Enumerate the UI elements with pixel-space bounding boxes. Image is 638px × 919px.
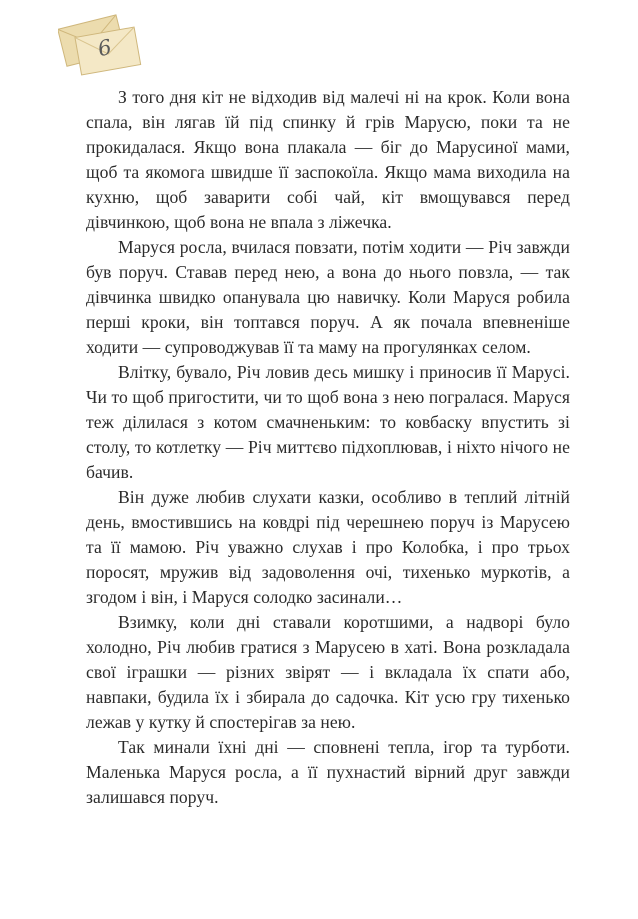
paragraph: Так минали їхні дні — сповнені тепла, ігор та турботи. Маленька Маруся росла, а її пухнастий вірний друг завжди залишався поруч. — [86, 737, 570, 807]
text-body — [86, 85, 570, 810]
paragraph: Маруся росла, вчилася повзати, потім ходити — Річ завжди був поруч. Ставав перед нею, а вона до нього повзла, — так дівчинка швидко опанувала цю навичку. Коли Маруся робила перші кроки, він топтався поруч. А як почала впевненіше ходити — супроводжував її та маму на прогулянках селом. — [86, 237, 570, 357]
paragraph: Взимку, коли дні ставали коротшими, а надворі було холодно, Річ любив гратися з Марусею в хаті. Вона розкладала свої іграшки — різних звірят — і вкладала їх спати або, навпаки, будила їх і збирала до садочка. Кіт усю гру тихенько лежав у кутку й спостерігав за нею. — [86, 612, 570, 732]
paragraph: З того дня кіт не відходив від малечі ні на крок. Коли вона спала, він лягав їй під спинку й грів Марусю, поки та не прокидалася. Якщо вона плакала — біг до Марусиної мами, щоб та якомога швидше її заспокоїла. Якщо мама виходила на кухню, щоб заварити собі чай, кіт вмощувався перед дівчинкою, щоб вона не впала з ліжечка. — [86, 87, 570, 232]
page-number: 6 — [95, 34, 114, 62]
paragraph: Влітку, бувало, Річ ловив десь мишку і приносив її Марусі. Чи то щоб пригостити, чи то щоб вона з нею погралася. Маруся теж ділилася з котом смачненьким: то ковбаску впустить зі столу, то котлетку — Річ миттєво підхоплював, і ніхто нічого не бачив. — [86, 362, 570, 482]
paragraph: Він дуже любив слухати казки, особливо в теплий літній день, вмостившись на ковдрі під черешнею поруч із Марусею та її мамою. Річ уважно слухав і про Колобка, і про трьох поросят, мружив від задоволення очі, тихенько муркотів, а згодом і він, і Маруся солодко засинали… — [86, 487, 570, 607]
